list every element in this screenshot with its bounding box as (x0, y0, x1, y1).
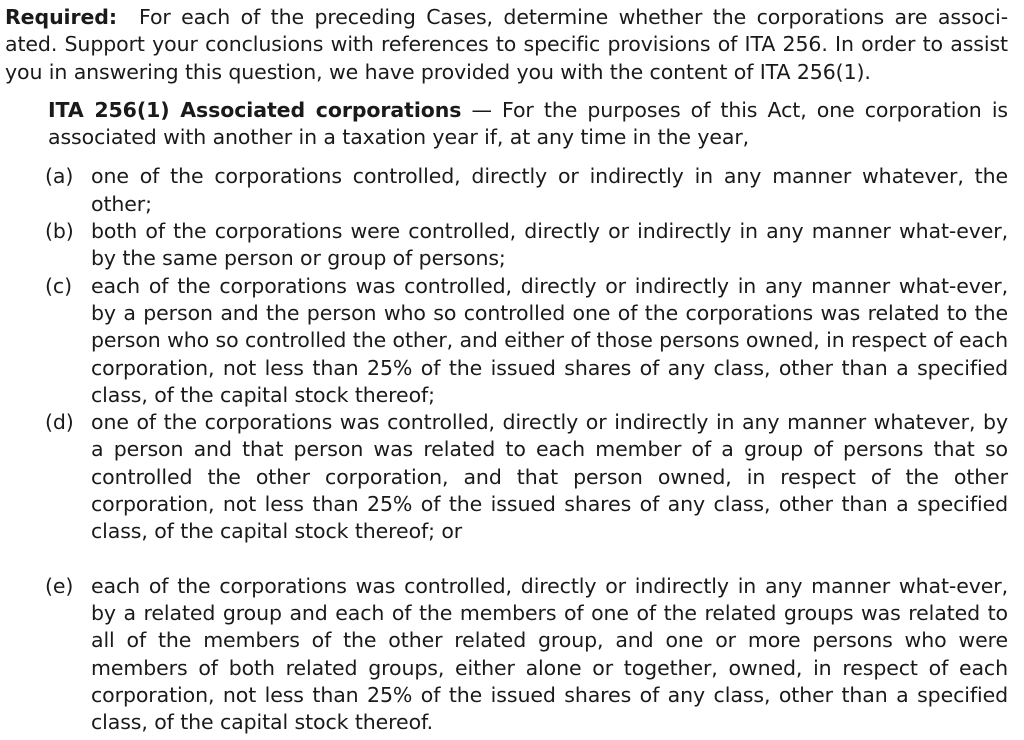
provision-item-c (45, 273, 1008, 409)
provision-text: one of the corporations controlled, directly or indirectly in any manner whatever, the other; (91, 164, 1008, 216)
provision-list (5, 163, 1008, 736)
provision-text: one of the corporations was controlled, directly or indirectly in any manner whatever, by a person and that person was related to each member of a group of persons that so controlled the other corporation, and that person owned, in respect of the other corporation, not less than 25% of the issued shares of any class, other than a specified class, of the capital stock thereof; or (91, 410, 1008, 544)
provision-letter: (b) (45, 219, 74, 244)
provision-text: each of the corporations was controlled, directly or indirectly in any manner what-ever, by a related group and each of the members of one of the related groups was related to all of the members of the other related group, and one or more persons who were members of both related groups, either alone or together, owned, in respect of each corporation, not less than 25% of the issued shares of any class, other than a specified class, of the capital stock thereof. (91, 573, 1008, 735)
provision-item-b (45, 218, 1008, 273)
provision-text: both of the corporations were controlled, directly or indirectly in any manner what-ever, by the same person or group of persons; (91, 219, 1008, 271)
required-label: Required: (5, 5, 117, 29)
provision-item-d (45, 409, 1008, 545)
provision-item-e (45, 573, 1008, 737)
provision-letter: (d) (45, 410, 74, 435)
provision-letter: (c) (45, 273, 72, 298)
provision-letter: (a) (45, 164, 74, 189)
statute-heading: ITA 256(1) Associated corporations (48, 97, 462, 122)
statute-intro-paragraph (48, 97, 1008, 152)
provision-letter: (e) (45, 573, 74, 598)
provision-text: each of the corporations was controlled, directly or indirectly in any manner what-ever, by a person and the person who so controlled one of the corporations was related to the person who so controlled the other, and either of those persons owned, in respect of each corporation, not less than 25% of the issued shares of any class, other than a specified class, of the capital stock thereof; (91, 273, 1008, 407)
statute-section (48, 97, 1008, 152)
provision-item-a (45, 163, 1008, 218)
statute-intro: — For the purposes of this Act, one corporation is associated with another in a taxation year if, at any time in the year, (48, 97, 1009, 150)
required-text: For each of the preceding Cases, determine whether the corporations are associ-ated. Support your conclusions with references to specific provisions of ITA 256. In order to assist you in answering this question, we have provided you with the content of ITA 256(1). (5, 5, 1008, 84)
required-paragraph (5, 4, 1008, 86)
